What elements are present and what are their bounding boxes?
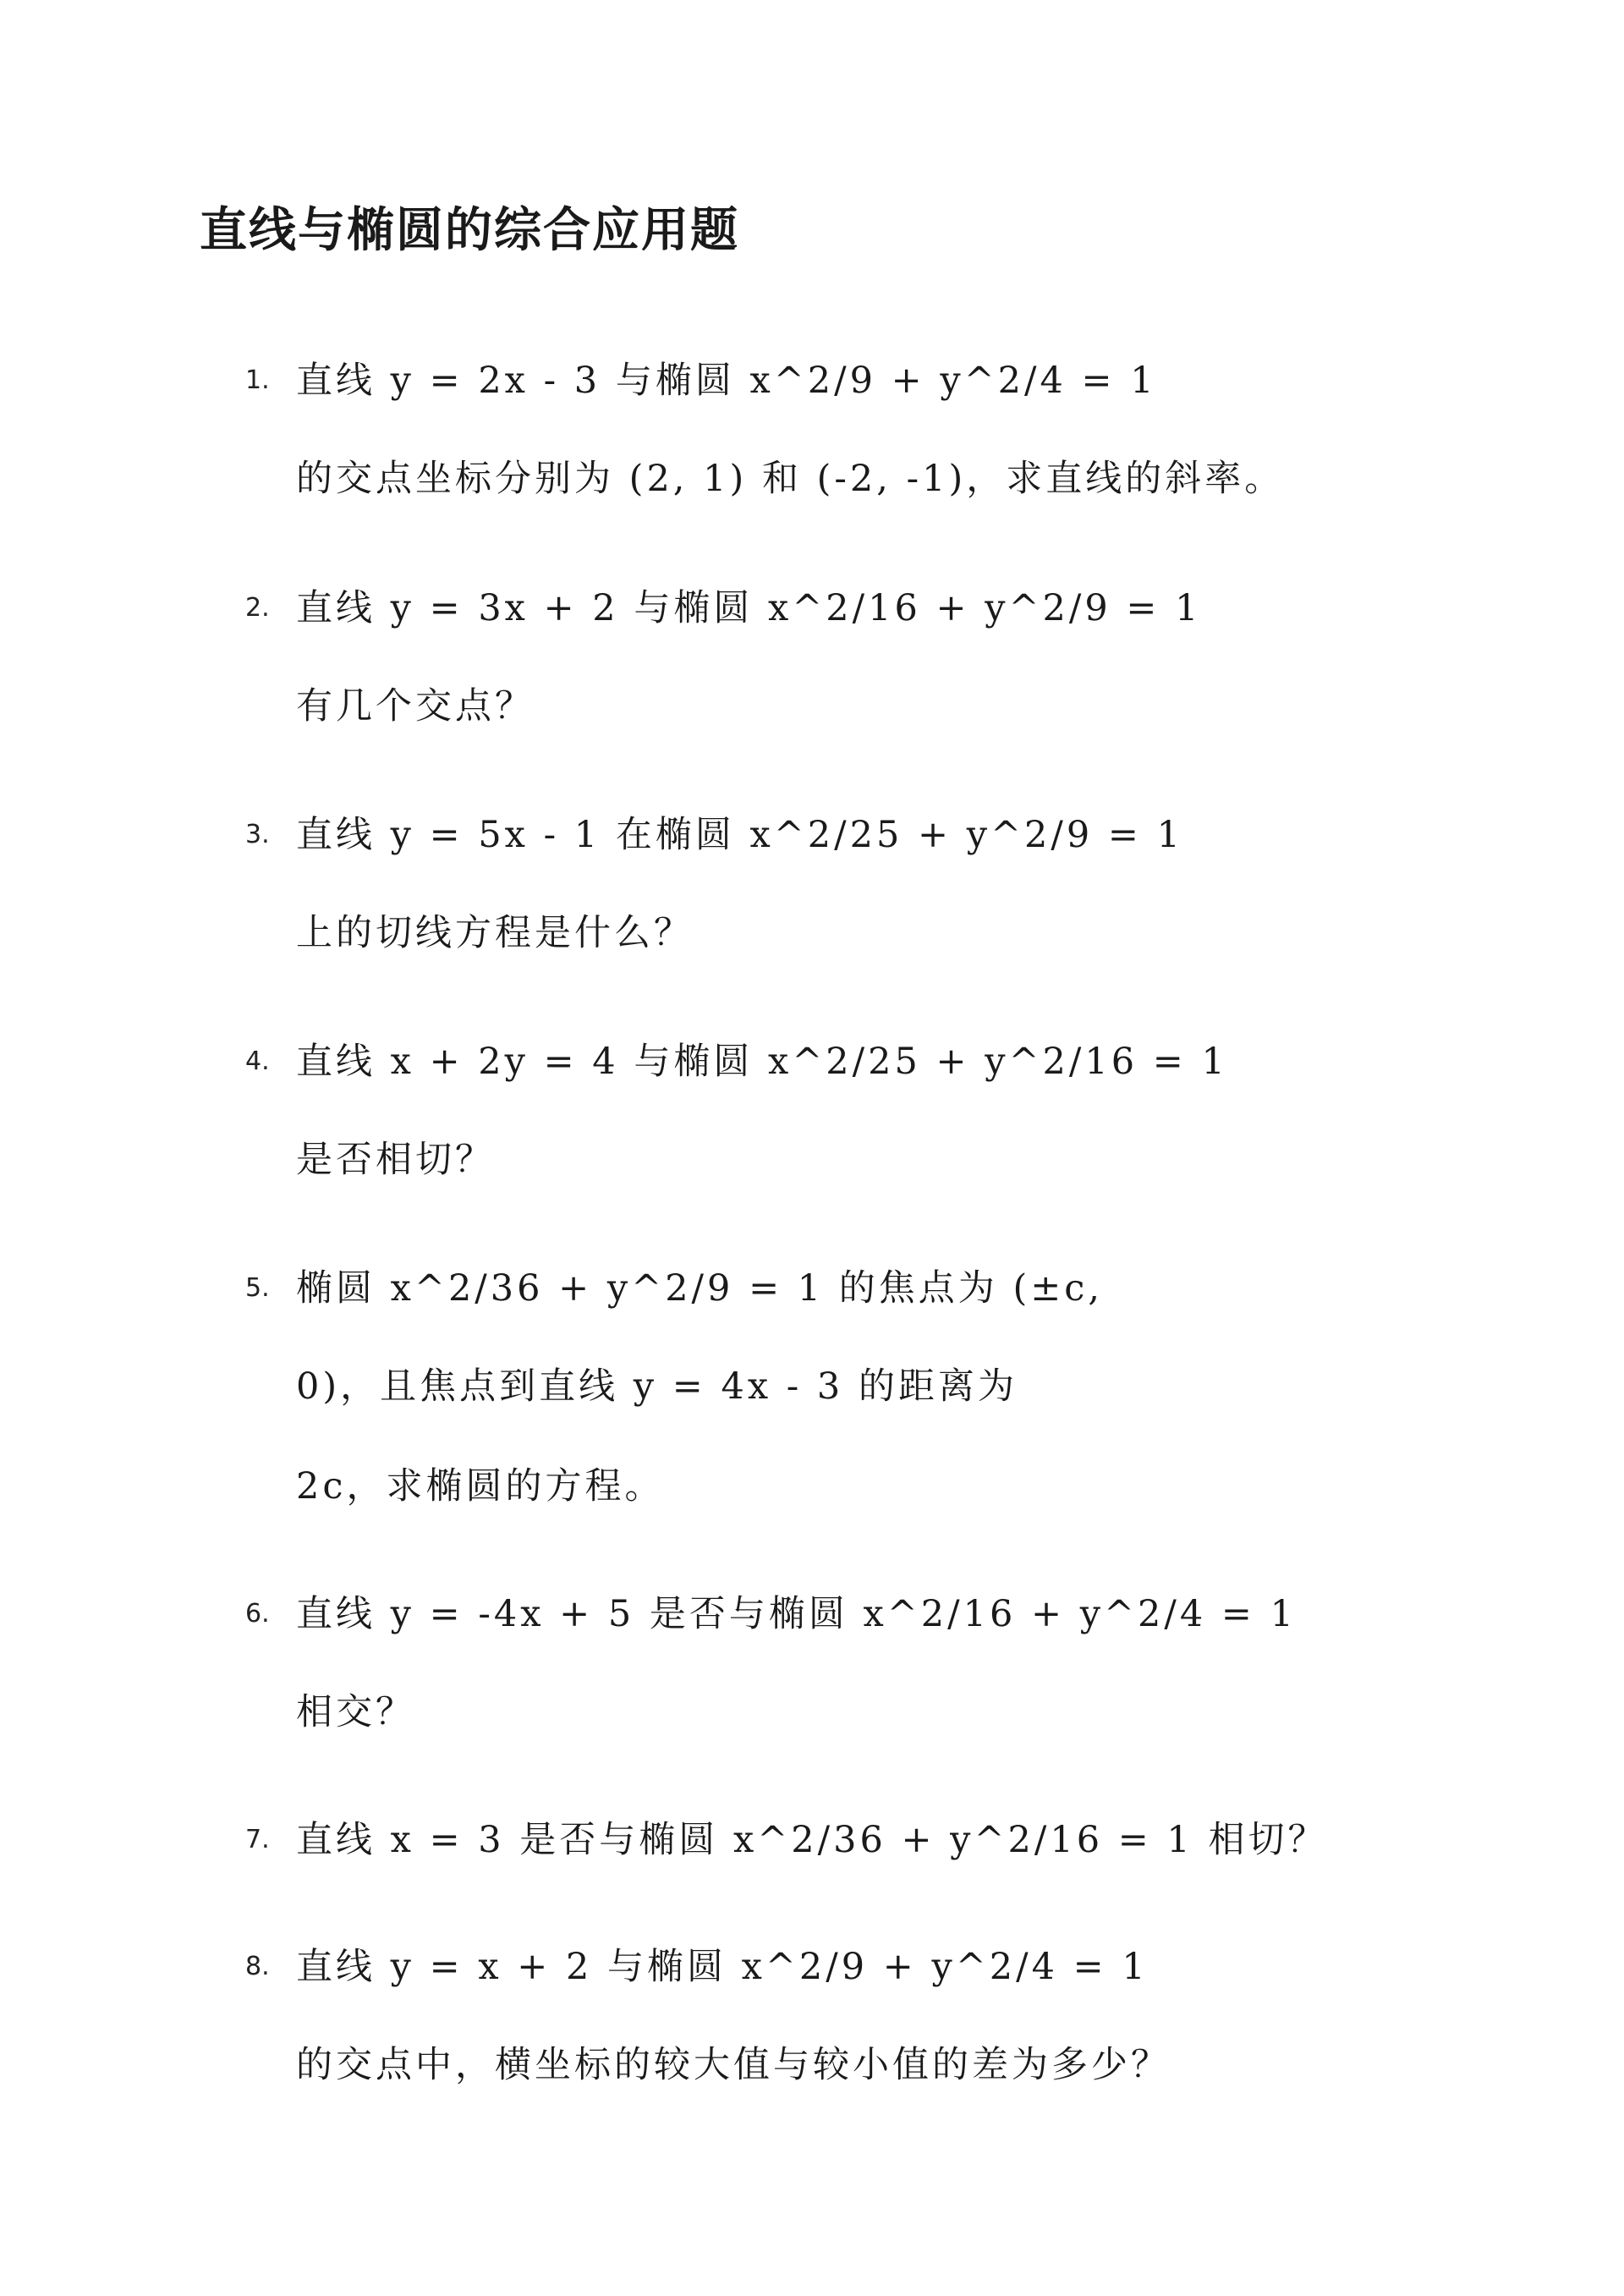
question-text-line: 0)，且焦点到直线 y = 4x - 3 的距离为 [296, 1365, 1018, 1408]
question-text-line: 有几个交点？ [296, 685, 535, 728]
question-number: 8. [245, 1952, 270, 1981]
question-text-line: 相交？ [296, 1691, 415, 1733]
question-number: 2. [245, 593, 270, 623]
question-number: 6. [245, 1599, 270, 1629]
question-text-line: 是否相切？ [296, 1139, 495, 1181]
question-text-line: 上的切线方程是什么？ [296, 912, 694, 954]
question-text-line: 直线 y = 2x - 3 与椭圆 x^2/9 + y^2/4 = 1 [296, 360, 1157, 402]
question-text-line: 2c，求椭圆的方程。 [296, 1465, 665, 1508]
question-text-line: 直线 x + 2y = 4 与椭圆 x^2/25 + y^2/16 = 1 [296, 1041, 1228, 1083]
question-text-line: 直线 y = -4x + 5 是否与椭圆 x^2/16 + y^2/4 = 1 [296, 1593, 1297, 1635]
question-text-line: 的交点中，横坐标的较大值与较小值的差为多少？ [296, 2044, 1171, 2086]
question-number: 4. [245, 1046, 270, 1076]
document-title: 直线与椭圆的综合应用题 [200, 202, 739, 258]
question-text-line: 椭圆 x^2/36 + y^2/9 = 1 的焦点为 (±c, [296, 1267, 1104, 1310]
question-text-line: 直线 y = 3x + 2 与椭圆 x^2/16 + y^2/9 = 1 [296, 587, 1202, 629]
question-text-line: 直线 y = 5x - 1 在椭圆 x^2/25 + y^2/9 = 1 [296, 814, 1183, 856]
question-number: 3. [245, 820, 270, 849]
question-number: 7. [245, 1825, 270, 1854]
question-number: 1. [245, 365, 270, 395]
question-text-line: 直线 x = 3 是否与椭圆 x^2/36 + y^2/16 = 1 相切？ [296, 1819, 1328, 1861]
question-text-line: 直线 y = x + 2 与椭圆 x^2/9 + y^2/4 = 1 [296, 1946, 1149, 1988]
question-number: 5. [245, 1273, 270, 1303]
question-text-line: 的交点坐标分别为 (2, 1) 和 (-2, -1)，求直线的斜率。 [296, 458, 1285, 500]
